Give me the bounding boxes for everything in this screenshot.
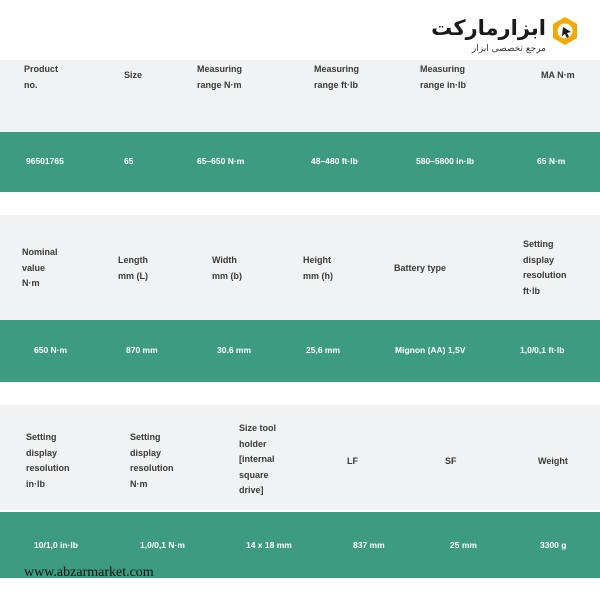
table1-header-ma xyxy=(541,68,596,84)
table3-header-resolution-nm-line-3: resolution xyxy=(130,463,174,473)
table2-header-resolution-ftlb-line-1: Setting xyxy=(523,239,554,249)
table1-header-ma-line-1: MA N·m xyxy=(541,70,575,80)
table1-header-range-inlb xyxy=(420,62,510,93)
table2-header-nominal-line-2: value xyxy=(22,262,46,273)
table2-header-height-line-2: mm (h) xyxy=(303,270,333,281)
table3-header-tool-holder-line-4: square xyxy=(239,469,269,480)
table3-value-lf: 837 mm xyxy=(353,540,385,550)
table2-header-battery xyxy=(394,261,494,277)
table2-value-length: 870 mm xyxy=(126,345,158,355)
table3-header-weight xyxy=(538,454,598,470)
table1-header-row xyxy=(0,60,600,132)
brand-logo xyxy=(420,12,580,58)
table2-header-resolution-ftlb-line-3: resolution xyxy=(523,270,567,280)
table1-value-product-no: 96501765 xyxy=(26,156,64,166)
table2-header-nominal xyxy=(22,245,102,292)
table1-header-range-ftlb-line-2: range ft·lb xyxy=(314,79,358,90)
table3-header-resolution-inlb-line-1: Setting xyxy=(26,432,57,442)
table3-header-resolution-nm-line-4: N·m xyxy=(130,478,148,489)
table3-header-tool-holder-line-5: drive] xyxy=(239,485,264,495)
table1-header-range-nm xyxy=(197,62,287,93)
table2-header-nominal-line-3: N·m xyxy=(22,278,40,288)
table3-header-lf xyxy=(347,454,387,470)
table3-header-resolution-inlb-line-2: display xyxy=(26,447,58,458)
table2-header-resolution-ftlb-line-2: display xyxy=(523,254,555,265)
table1-header-range-ftlb-line-1: Measuring xyxy=(314,64,360,74)
table2-value-width: 30.6 mm xyxy=(217,345,252,355)
table2-value-height: 25,6 mm xyxy=(306,345,341,355)
table3-value-resolution-nm: 1,0/0,1 N·m xyxy=(140,540,185,550)
table3-header-row xyxy=(0,405,600,510)
table3-header-resolution-nm-line-2: display xyxy=(130,447,162,458)
table1-header-range-ftlb xyxy=(314,62,404,93)
table2-header-resolution-ftlb-line-4: ft·lb xyxy=(523,285,540,296)
table3-header-resolution-inlb-line-4: in·lb xyxy=(26,478,45,489)
logo-emblem-icon xyxy=(550,16,580,46)
table2-header-height xyxy=(303,253,383,284)
table3-header-resolution-inlb xyxy=(26,430,106,492)
table1-header-range-nm-line-2: range N·m xyxy=(197,79,242,90)
website-url: www.abzarmarket.com xyxy=(24,565,154,580)
table3-header-resolution-nm-line-1: Setting xyxy=(130,432,161,442)
table2-header-row xyxy=(0,215,600,320)
table1-header-size xyxy=(124,68,174,84)
table2-header-width xyxy=(212,253,292,284)
table3-header-weight-line-1: Weight xyxy=(538,456,568,466)
table3-value-sf: 25 mm xyxy=(450,540,477,550)
table2-header-nominal-line-1: Nominal xyxy=(22,247,58,257)
table2-header-height-line-1: Height xyxy=(303,255,331,265)
table3-header-tool-holder xyxy=(239,421,319,499)
table1-value-range-ftlb: 48–480 ft·lb xyxy=(311,156,358,166)
table2-value-resolution-ftlb: 1,0/0,1 ft·lb xyxy=(520,345,565,355)
table1-header-product-no-line-1: Product xyxy=(24,64,59,74)
table2-header-length xyxy=(118,253,198,284)
table1-header-range-inlb-line-2: range in·lb xyxy=(420,79,467,90)
table1-header-range-inlb-line-1: Measuring xyxy=(420,64,466,74)
table2-header-resolution-ftlb xyxy=(523,237,598,299)
table1-header-range-nm-line-1: Measuring xyxy=(197,64,243,74)
table3-value-resolution-inlb: 10/1,0 in·lb xyxy=(34,540,78,550)
table3-value-weight: 3300 g xyxy=(540,540,567,550)
table1-header-size-line-1: Size xyxy=(124,70,143,80)
table3-header-resolution-inlb-line-3: resolution xyxy=(26,463,70,473)
table1-value-range-inlb: 580–5800 in·lb xyxy=(416,156,475,166)
brand-name: ابزارمارکت xyxy=(431,16,546,40)
table2-header-width-line-2: mm (b) xyxy=(212,270,242,281)
table3-header-resolution-nm xyxy=(130,430,210,492)
table2-value-nominal: 650 N·m xyxy=(34,345,68,355)
table1-value-size: 65 xyxy=(124,156,134,166)
table3-header-sf-line-1: SF xyxy=(445,456,457,466)
table3-header-tool-holder-line-1: Size tool xyxy=(239,423,277,433)
table3-header-tool-holder-line-3: [internal xyxy=(239,454,275,464)
table2-value-row xyxy=(0,320,600,382)
table2-header-battery-line-1: Battery type xyxy=(394,263,447,273)
table2-header-width-line-1: Width xyxy=(212,255,237,265)
table1-value-range-nm: 65–650 N·m xyxy=(197,156,245,166)
table2-value-battery: Mignon (AA) 1,5V xyxy=(395,345,466,355)
table2-header-length-line-1: Length xyxy=(118,255,148,265)
table1-header-product-no xyxy=(24,62,104,93)
table1-value-ma: 65 N·m xyxy=(537,156,566,166)
table1-header-product-no-line-2: no. xyxy=(24,79,38,90)
table3-value-tool-holder: 14 x 18 mm xyxy=(246,540,292,550)
table3-header-sf xyxy=(445,454,485,470)
brand-tagline: مرجع تخصصی ابزار xyxy=(471,44,546,54)
table3-header-lf-line-1: LF xyxy=(347,456,358,466)
table1-value-row xyxy=(0,132,600,192)
table3-header-tool-holder-line-2: holder xyxy=(239,438,267,449)
table2-header-length-line-2: mm (L) xyxy=(118,270,148,281)
